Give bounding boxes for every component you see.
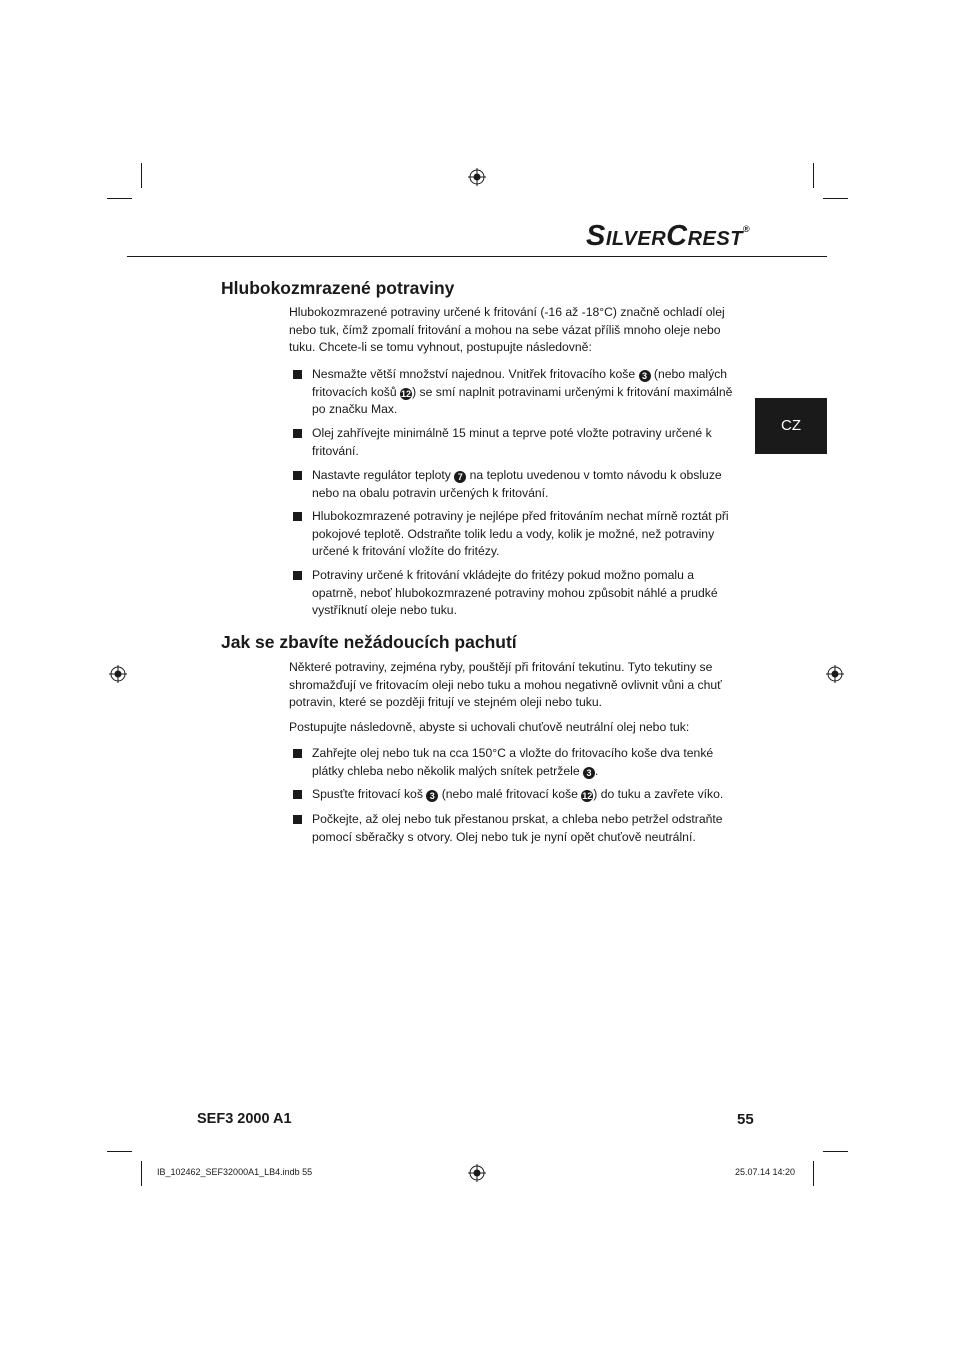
registration-mark-icon: [468, 1164, 486, 1182]
crop-mark: [823, 1151, 848, 1152]
crop-mark: [141, 1161, 142, 1186]
language-tab: CZ: [755, 398, 827, 454]
bullet-square-icon: [293, 471, 302, 480]
section-intro: Hlubokozmrazené potraviny určené k fritování (-16 až -18°C) značně ochladí olej nebo tuk, čímž zpomalí fritování a mohou na sebe vázat příliš mnoho oleje nebo tuku. Chcete-li se tomu vyhnout, postupujte následovně:: [289, 305, 725, 354]
list-item: [293, 467, 733, 502]
bullet-text: Potraviny určené k fritování vkládejte do fritézy pokud možno pomalu a opatrně, neboť hlubokozmrazené potraviny mohou způsobit náhlé a prudké vystříknutí oleje nebo tuku.: [312, 568, 718, 617]
list-item: [293, 811, 733, 846]
part-number-badge: 12: [401, 388, 412, 399]
list-item: [293, 786, 733, 804]
crop-mark: [813, 1161, 814, 1186]
registration-mark-icon: [468, 168, 486, 186]
section-heading: Hlubokozmrazené potraviny: [221, 278, 455, 298]
bullet-text: Zahřejte olej nebo tuk na cca 150°C a vložte do fritovacího koše dva tenké plátky chleba nebo několik malých snítek petrželе: [312, 746, 714, 778]
part-number-badge: 3: [426, 790, 438, 802]
registration-mark-icon: [109, 665, 127, 683]
crop-mark: [107, 1151, 132, 1152]
bullet-text: ) do tuku a zavřete víko.: [593, 787, 724, 801]
part-number-badge: 3: [639, 370, 651, 382]
part-number-badge: 7: [454, 471, 466, 483]
bullet-square-icon: [293, 429, 302, 438]
registration-mark-icon: [826, 665, 844, 683]
bullet-square-icon: [293, 790, 302, 799]
bullet-text: .: [594, 763, 599, 778]
bullet-square-icon: [293, 571, 302, 580]
list-item: [293, 567, 733, 620]
bullet-text: ) se smí naplnit potravinami určenými k fritování maximálně po značku Max.: [312, 384, 733, 416]
model-number: SEF3 2000 A1: [197, 1111, 292, 1127]
crop-mark: [141, 163, 142, 188]
list-item: [293, 366, 733, 419]
header-rule: [127, 256, 827, 257]
silvercrest-logo: SILVERCREST®: [586, 220, 751, 252]
bullet-text: na teplotu uvedenou v tomto návodu k obsluze nebo na obalu potravin určených k fritování.: [312, 468, 722, 500]
bullet-text: Nastavte regulátor teploty: [312, 468, 455, 482]
section-intro: Některé potraviny, zejména ryby, pouštějí při fritování tekutinu. Tyto tekutiny se shromažďují ve fritovacím oleji nebo tuku a mohou negativně ovlivnit vůni a chuť potravin, které se později fritují ve stejném oleji nebo tuku.: [289, 660, 722, 709]
print-slug-file: IB_102462_SEF32000A1_LB4.indb 55: [157, 1167, 313, 1177]
bullet-text: Nesmažte větší množství najednou. Vnitřek fritovacího koše: [312, 367, 639, 381]
crop-mark: [107, 198, 132, 199]
bullet-square-icon: [293, 370, 302, 379]
bullet-square-icon: [293, 815, 302, 824]
print-slug-date: 25.07.14 14:20: [735, 1167, 796, 1177]
list-item: [293, 745, 733, 780]
section-intro-2: Postupujte následovně, abyste si uchovali chuťově neutrální olej nebo tuk:: [289, 720, 690, 734]
crop-mark: [823, 198, 848, 199]
list-item: [293, 425, 733, 460]
crop-mark: [813, 163, 814, 188]
list-item: [293, 508, 733, 561]
bullet-text: Počkejte, až olej nebo tuk přestanou prskat, a chleba nebo petržel odstraňte pomocí sběračky s otvory. Olej nebo tuk je nyní opět chuťově neutrální.: [312, 812, 723, 844]
bullet-text: (nebo malé fritovací koše: [438, 787, 582, 801]
section-heading: Jak se zbavíte nežádoucích pachutí: [221, 632, 517, 652]
bullet-text: Hlubokozmrazené potraviny je nejlépe před fritováním nechat mírně roztát při pokojové teplotě. Odstraňte tolik ledu a vody, kolik je možné, než potraviny určené k fritování vložíte do fritézy.: [312, 509, 729, 558]
bullet-square-icon: [293, 512, 302, 521]
part-number-badge: 3: [583, 767, 595, 779]
bullet-text: Spusťte fritovací koš: [312, 787, 427, 801]
part-number-badge: 12: [582, 791, 593, 801]
bullet-text: Olej zahřívejte minimálně 15 minut a teprve poté vložte potraviny určené k fritování.: [312, 426, 712, 458]
page-number: 55: [737, 1111, 754, 1128]
bullet-text: (nebo malých fritovacích košů: [312, 367, 728, 399]
bullet-square-icon: [293, 749, 302, 758]
